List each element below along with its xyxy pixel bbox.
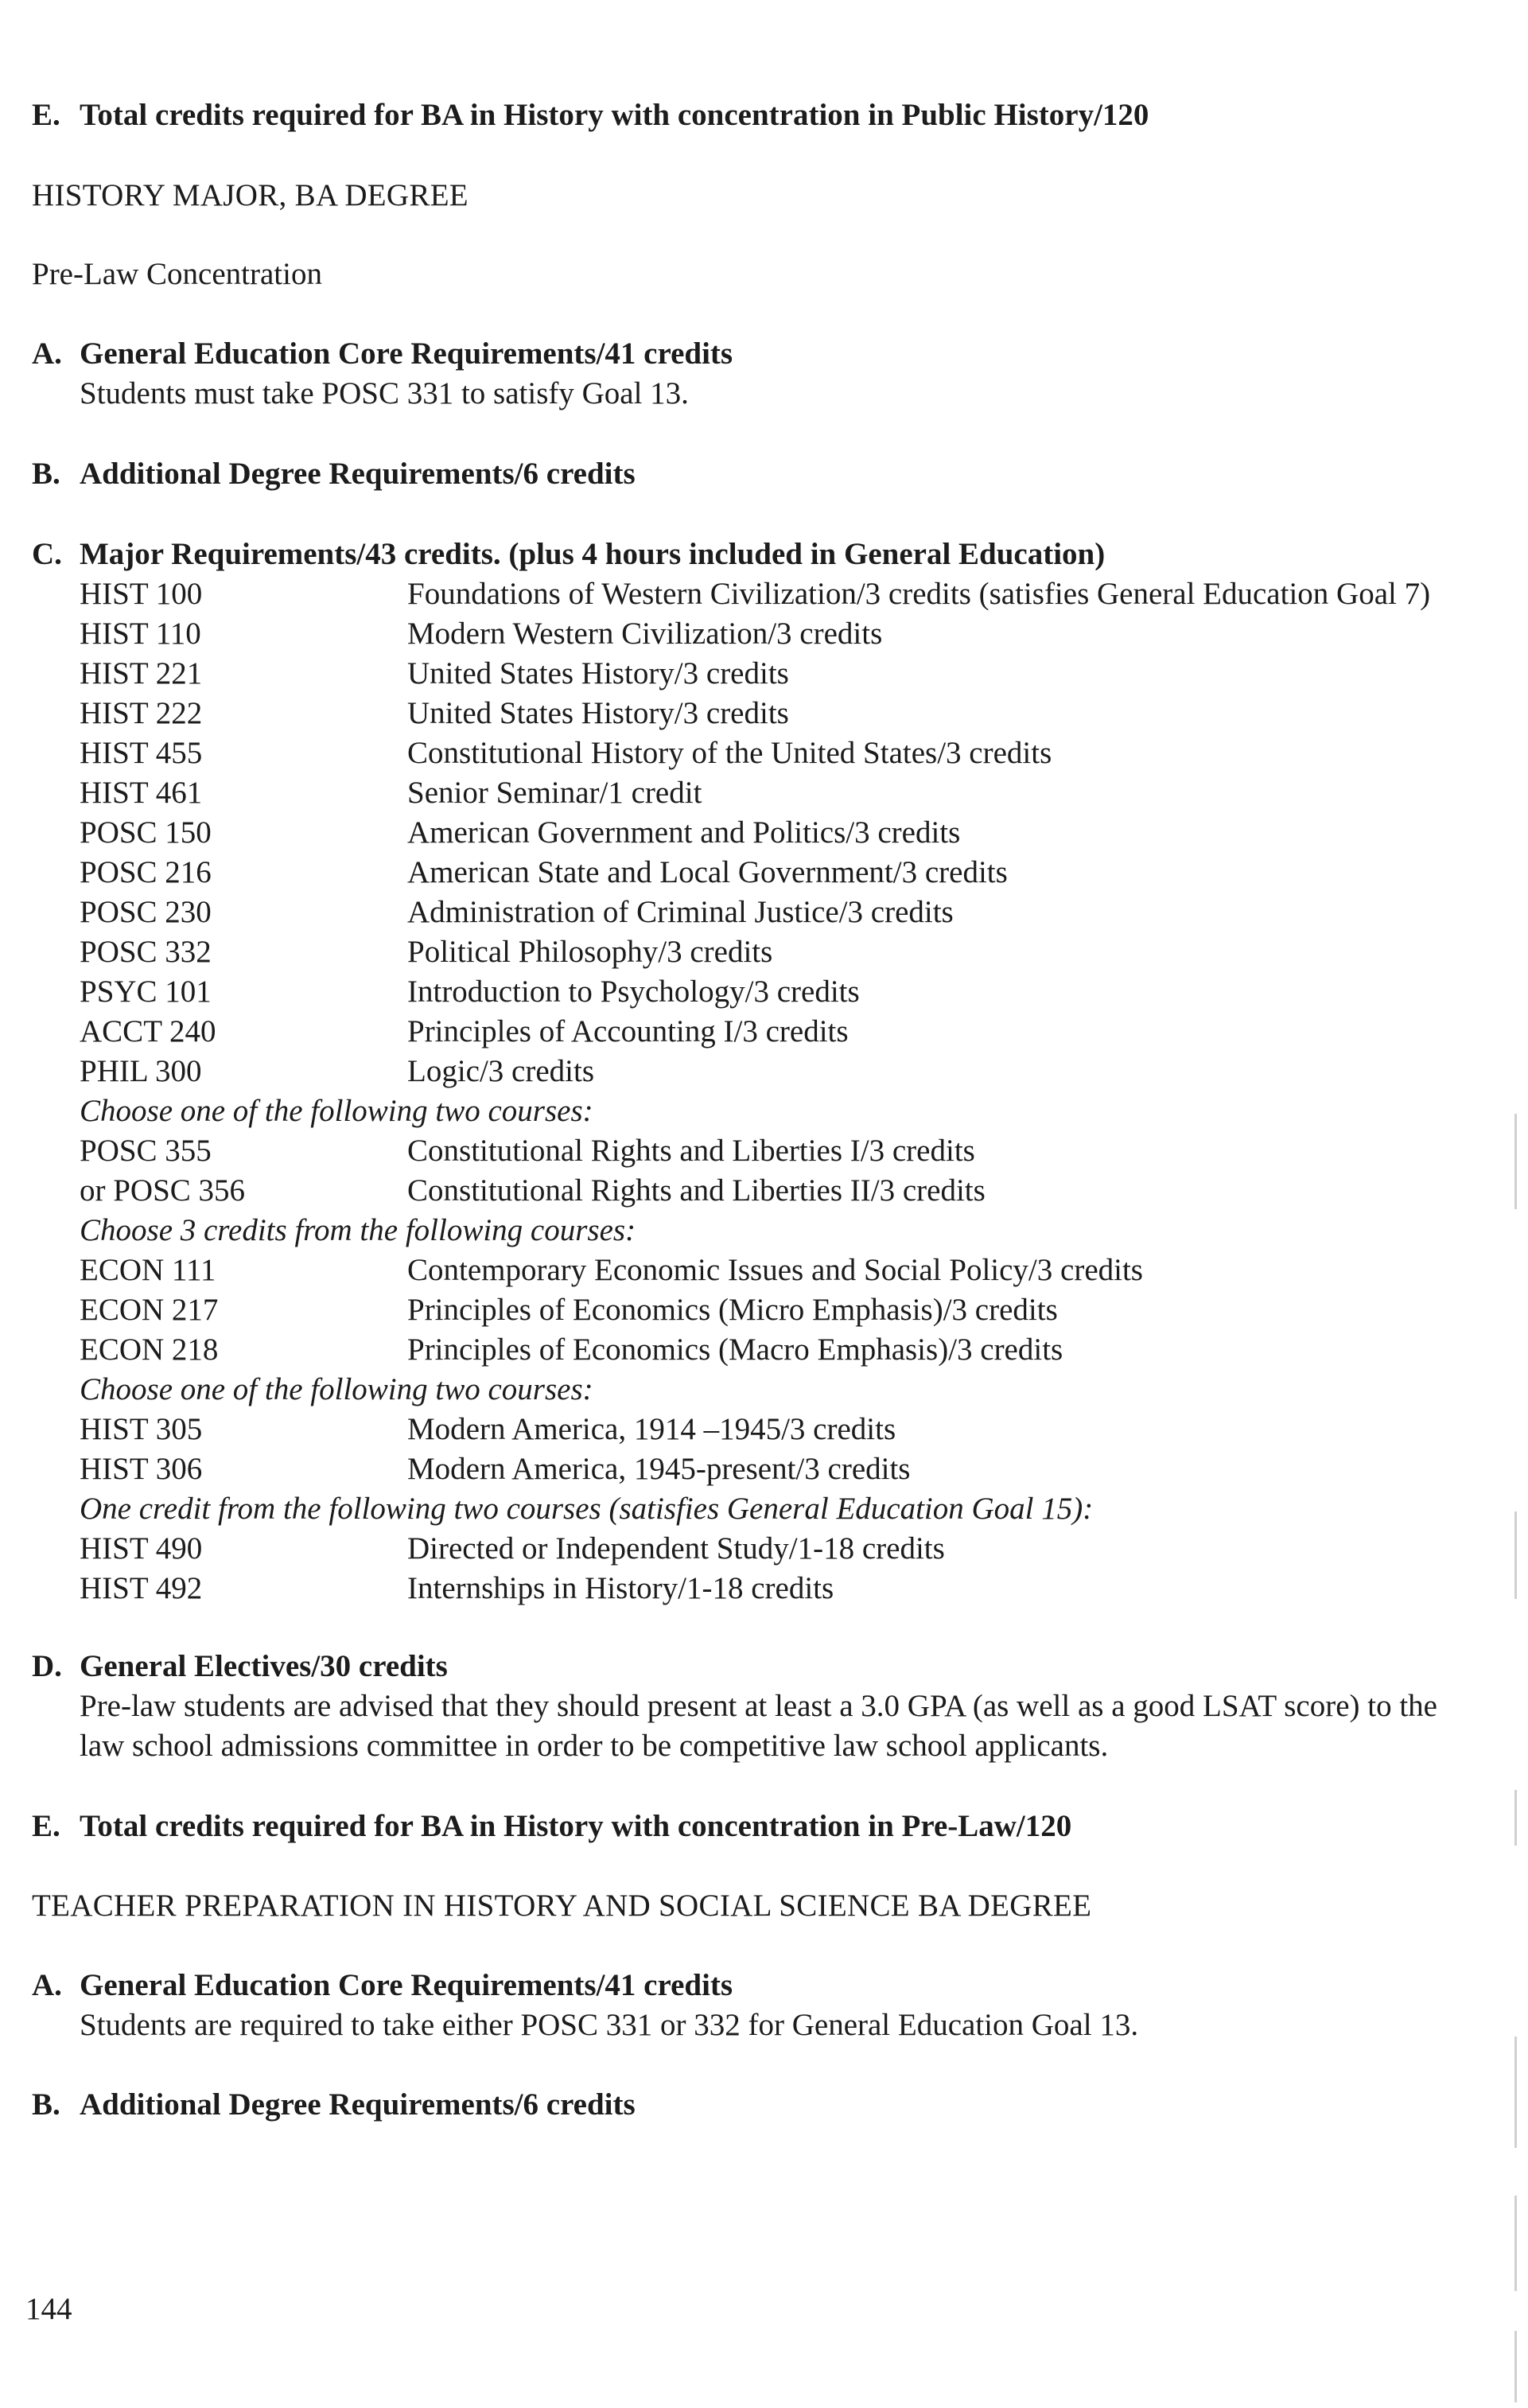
course-code: POSC 216 [80, 855, 212, 889]
section-e-total-credits [32, 1807, 1071, 1846]
course-code: PHIL 300 [80, 1054, 202, 1088]
course-choice-note: Choose one of the following two courses: [80, 1094, 593, 1128]
major-heading: HISTORY MAJOR, BA DEGREE [32, 178, 469, 212]
course-row [80, 1251, 1495, 1290]
section-title: Additional Degree Requirements/6 credits [80, 2087, 636, 2122]
teacher-section-a [32, 1966, 733, 2005]
course-row [80, 1449, 1495, 1489]
course-code: ECON 218 [80, 1332, 219, 1367]
section-title: General Electives/30 credits [80, 1649, 448, 1683]
section-letter: A. [32, 1968, 62, 2002]
course-title: Constitutional History of the United States/3 credits [407, 736, 1052, 770]
course-code: POSC 150 [80, 815, 212, 850]
course-title: Directed or Independent Study/1-18 credits [407, 1531, 945, 1566]
course-code: HIST 306 [80, 1452, 203, 1486]
course-title: United States History/3 credits [407, 656, 789, 691]
course-row [80, 773, 1495, 813]
course-list [80, 574, 1495, 1609]
course-code: POSC 230 [80, 895, 212, 929]
course-title: Principles of Economics (Macro Emphasis)/3 credits [407, 1332, 1063, 1367]
course-title: Principles of Accounting I/3 credits [407, 1014, 849, 1048]
section-title: General Education Core Requirements/41 credits [80, 1968, 733, 2002]
course-code: HIST 100 [80, 577, 203, 611]
course-row [80, 1529, 1495, 1569]
section-d-note: Pre-law students are advised that they should present at least a 3.0 GPA (as well as a good LSAT score) to the law school admissions committee in order to be competitive law school applicants. [80, 1689, 1437, 1763]
course-row [80, 813, 1495, 853]
course-code: HIST 222 [80, 696, 203, 730]
section-a-note: Students must take POSC 331 to satisfy Goal 13. [80, 376, 689, 410]
course-title: Introduction to Psychology/3 credits [407, 974, 860, 1009]
course-code: or POSC 356 [80, 1173, 246, 1208]
course-row [80, 1012, 1495, 1052]
scan-edge-mark [1514, 2196, 1517, 2291]
section-title: Additional Degree Requirements/6 credits [80, 457, 636, 491]
course-title: Internships in History/1-18 credits [407, 1571, 834, 1605]
section-title: General Education Core Requirements/41 credits [80, 336, 733, 371]
course-code: POSC 355 [80, 1134, 212, 1168]
section-letter: C. [32, 537, 62, 571]
course-code: HIST 461 [80, 776, 203, 810]
course-title: Modern America, 1914 –1945/3 credits [407, 1412, 896, 1446]
course-row [80, 1052, 1495, 1091]
course-title: Modern Western Civilization/3 credits [407, 617, 883, 651]
course-title: American State and Local Government/3 credits [407, 855, 1008, 889]
scan-edge-mark [1514, 2331, 1517, 2402]
course-row [80, 1131, 1495, 1171]
teacher-section-a-note: Students are required to take either POSC 331 or 332 for General Education Goal 13. [80, 2008, 1139, 2042]
course-title: American Government and Politics/3 credits [407, 815, 961, 850]
section-a-gen-ed [32, 334, 733, 374]
course-choice-note: One credit from the following two courses (satisfies General Education Goal 15): [80, 1492, 1094, 1526]
course-row [80, 1569, 1495, 1609]
course-row [80, 654, 1495, 694]
scan-edge-mark [1514, 2036, 1517, 2148]
course-row [80, 1171, 1495, 1211]
teacher-section-b [32, 2085, 636, 2125]
course-code: HIST 490 [80, 1531, 203, 1566]
course-title: United States History/3 credits [407, 696, 789, 730]
course-title: Principles of Economics (Micro Emphasis)/3 credits [407, 1293, 1058, 1327]
course-row [80, 733, 1495, 773]
course-code: POSC 332 [80, 935, 212, 969]
course-choice-note: Choose one of the following two courses: [80, 1372, 593, 1406]
course-title: Administration of Criminal Justice/3 credits [407, 895, 954, 929]
section-letter: A. [32, 336, 62, 371]
course-code: PSYC 101 [80, 974, 212, 1009]
scan-edge-mark [1514, 1511, 1517, 1599]
course-code: ACCT 240 [80, 1014, 216, 1048]
section-letter: D. [32, 1649, 62, 1683]
section-letter: E. [32, 98, 60, 132]
course-code: HIST 110 [80, 617, 201, 651]
course-row [80, 853, 1495, 893]
course-row [80, 1410, 1495, 1449]
course-row [80, 614, 1495, 654]
course-row [80, 694, 1495, 733]
section-d-electives [32, 1647, 448, 1686]
course-code: HIST 221 [80, 656, 203, 691]
course-title: Contemporary Economic Issues and Social Policy/3 credits [407, 1253, 1143, 1287]
course-code: HIST 492 [80, 1571, 203, 1605]
section-b-additional [32, 454, 636, 494]
section-c-major [32, 535, 1105, 574]
scan-edge-mark [1514, 1790, 1517, 1846]
course-code: HIST 305 [80, 1412, 203, 1446]
course-title: Constitutional Rights and Liberties II/3 credits [407, 1173, 986, 1208]
teacher-prep-heading: TEACHER PREPARATION IN HISTORY AND SOCIAL SCIENCE BA DEGREE [32, 1889, 1092, 1923]
course-title: Political Philosophy/3 credits [407, 935, 773, 969]
course-choice-note: Choose 3 credits from the following courses: [80, 1213, 636, 1247]
public-history-total-credits [32, 95, 1149, 135]
course-title: Senior Seminar/1 credit [407, 776, 702, 810]
course-title: Logic/3 credits [407, 1054, 595, 1088]
course-title: Modern America, 1945-present/3 credits [407, 1452, 911, 1486]
course-row [80, 574, 1495, 614]
section-letter: B. [32, 457, 60, 491]
section-title: Total credits required for BA in History with concentration in Pre-Law/120 [80, 1809, 1072, 1843]
course-code: ECON 111 [80, 1253, 216, 1287]
course-title: Constitutional Rights and Liberties I/3 credits [407, 1134, 975, 1168]
concentration-title: Pre-Law Concentration [32, 257, 322, 291]
course-row [80, 893, 1495, 932]
course-row [80, 1290, 1495, 1330]
course-row [80, 932, 1495, 972]
page-number: 144 [25, 2292, 72, 2326]
course-title: Foundations of Western Civilization/3 credits (satisfies General Education Goal 7) [407, 577, 1431, 611]
course-code: HIST 455 [80, 736, 203, 770]
course-row [80, 972, 1495, 1012]
section-title: Total credits required for BA in History with concentration in Public History/120 [80, 98, 1149, 132]
scan-edge-mark [1514, 1114, 1517, 1209]
course-row [80, 1330, 1495, 1370]
section-letter: E. [32, 1809, 60, 1843]
section-letter: B. [32, 2087, 60, 2122]
section-title: Major Requirements/43 credits. (plus 4 hours included in General Education) [80, 537, 1106, 571]
course-code: ECON 217 [80, 1293, 219, 1327]
